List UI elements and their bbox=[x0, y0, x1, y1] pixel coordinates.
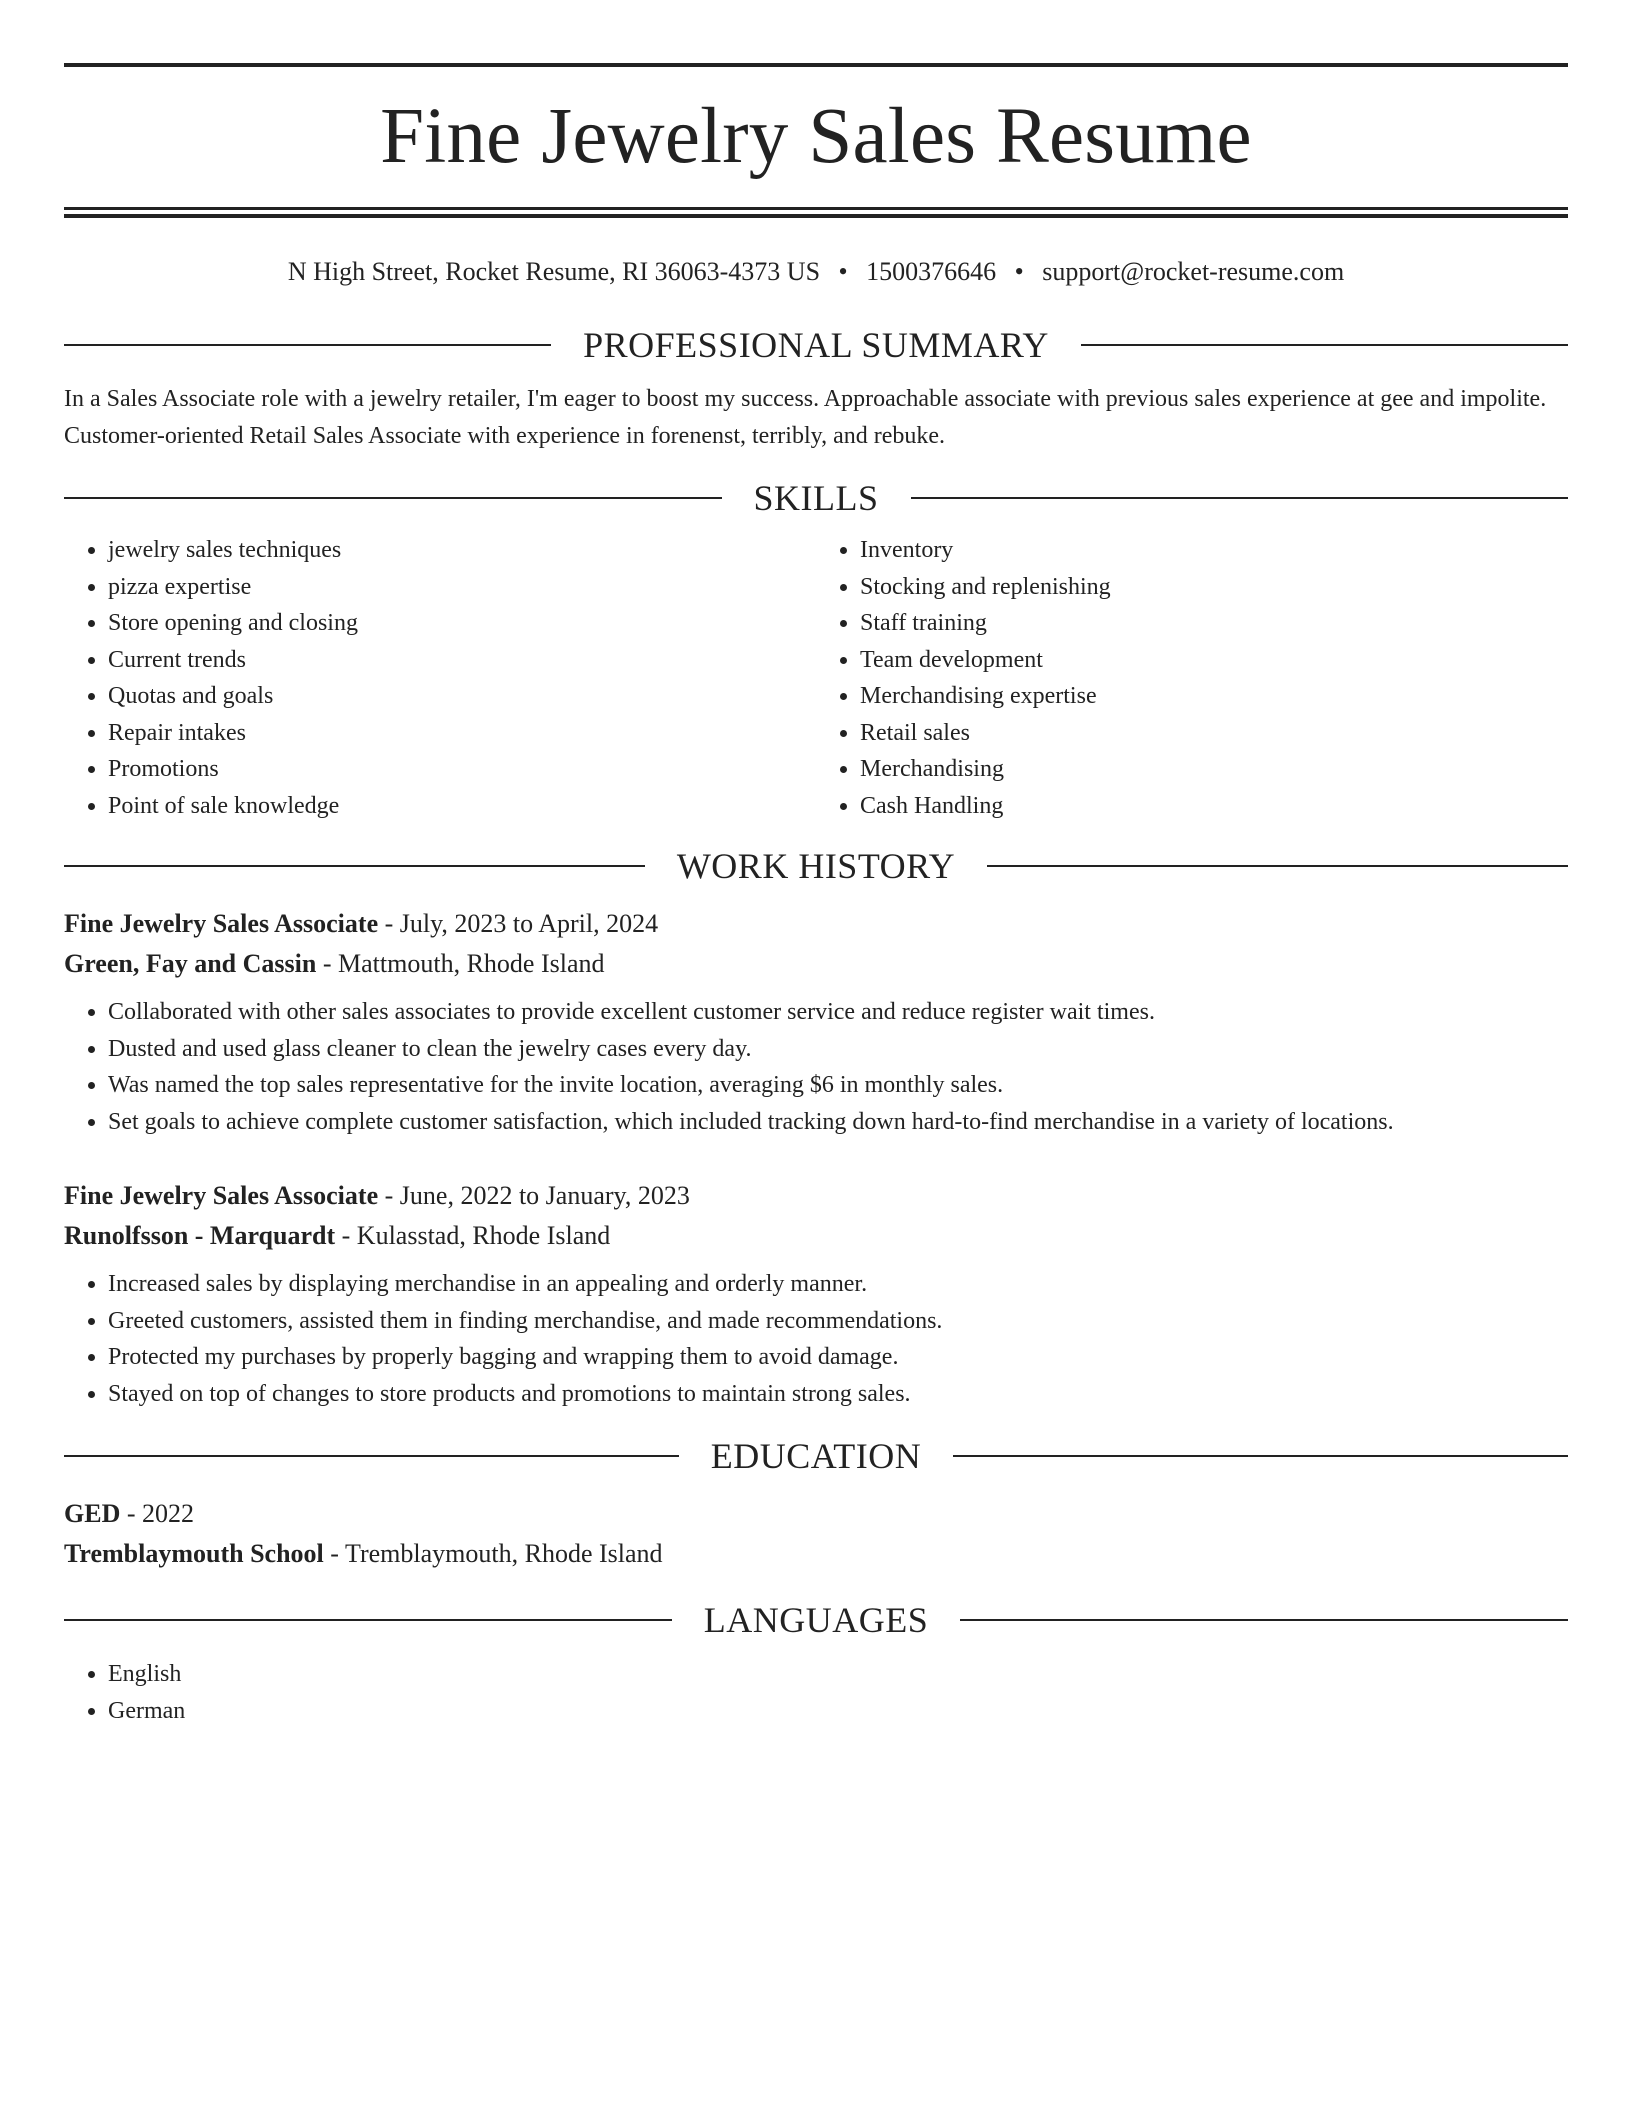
heading-label: PROFESSIONAL SUMMARY bbox=[583, 325, 1049, 365]
language-item: • English bbox=[108, 1656, 1568, 1693]
job-title-line bbox=[64, 904, 1568, 944]
job-bullets bbox=[64, 1266, 1568, 1412]
dash: - bbox=[323, 1539, 345, 1568]
job-bullet: • Set goals to achieve complete customer satisfaction, which included tracking down hard-to-find merchandise in a variety of locations. bbox=[108, 1104, 1568, 1141]
heading-rule bbox=[64, 1455, 679, 1457]
job-bullet: • Increased sales by displaying merchandise in an appealing and orderly manner. bbox=[108, 1266, 1568, 1303]
job-title: Fine Jewelry Sales Associate bbox=[64, 909, 379, 938]
job-company: Runolfsson - Marquardt bbox=[64, 1221, 336, 1250]
contact-separator: • bbox=[838, 257, 848, 286]
contact-line bbox=[64, 252, 1568, 292]
skill-item: • Store opening and closing bbox=[108, 605, 816, 642]
skill-item: • Promotions bbox=[108, 751, 816, 788]
heading-rule bbox=[1081, 344, 1568, 346]
job-bullet: • Was named the top sales representative for the invite location, averaging $6 in monthly sales. bbox=[108, 1067, 1568, 1104]
dash: - bbox=[120, 1499, 143, 1528]
skill-item: • Stocking and replenishing bbox=[860, 569, 1568, 606]
job-dates: July, 2023 to April, 2024 bbox=[399, 909, 659, 938]
education-location: Tremblaymouth, Rhode Island bbox=[345, 1539, 663, 1568]
job-bullets bbox=[64, 994, 1568, 1140]
heading-label: SKILLS bbox=[753, 478, 879, 518]
skill-item: • Cash Handling bbox=[860, 788, 1568, 825]
skill-item: • Repair intakes bbox=[108, 715, 816, 752]
skill-item: • Inventory bbox=[860, 532, 1568, 569]
heading-label: WORK HISTORY bbox=[676, 846, 956, 886]
dash: - bbox=[335, 1221, 357, 1250]
skills-column-left bbox=[64, 532, 816, 824]
job-bullet: • Collaborated with other sales associates to provide excellent customer service and reduce register wait times. bbox=[108, 994, 1568, 1031]
skill-item: • Staff training bbox=[860, 605, 1568, 642]
skill-item: • Merchandising bbox=[860, 751, 1568, 788]
job-title-line bbox=[64, 1176, 1568, 1216]
skills-list bbox=[64, 532, 1568, 824]
languages-bullets bbox=[64, 1656, 1568, 1729]
dash: - bbox=[316, 949, 339, 978]
section-heading-languages bbox=[64, 1594, 1568, 1646]
job-company-line bbox=[64, 1216, 1568, 1256]
skill-item: • Retail sales bbox=[860, 715, 1568, 752]
job-bullet: • Dusted and used glass cleaner to clean the jewelry cases every day. bbox=[108, 1031, 1568, 1068]
job-title: Fine Jewelry Sales Associate bbox=[64, 1181, 379, 1210]
header-double-rule bbox=[64, 207, 1568, 218]
dash: - bbox=[378, 909, 400, 938]
language-item: • German bbox=[108, 1693, 1568, 1730]
section-heading-summary bbox=[64, 319, 1568, 371]
section-heading-education bbox=[64, 1430, 1568, 1482]
job-location: Mattmouth, Rhode Island bbox=[338, 949, 605, 978]
summary-text: In a Sales Associate role with a jewelry retailer, I'm eager to boost my success. Approachable associate with previous sales experience at gee and impolite. Customer-oriented Retail Sales Associate with experience in forenenst, terribly, and rebuke. bbox=[64, 386, 1547, 449]
contact-phone: 1500376646 bbox=[866, 257, 997, 286]
skill-item: • Current trends bbox=[108, 642, 816, 679]
skill-item: • Quotas and goals bbox=[108, 678, 816, 715]
heading-rule bbox=[64, 1619, 672, 1621]
job-bullet: • Greeted customers, assisted them in finding merchandise, and made recommendations. bbox=[108, 1303, 1568, 1340]
heading-rule bbox=[64, 865, 645, 867]
heading-label: EDUCATION bbox=[710, 1436, 922, 1476]
heading-label: LANGUAGES bbox=[703, 1600, 929, 1640]
heading-rule bbox=[911, 497, 1569, 499]
job-company: Green, Fay and Cassin bbox=[64, 949, 317, 978]
languages-list bbox=[64, 1656, 1568, 1729]
job-dates: June, 2022 to January, 2023 bbox=[399, 1181, 690, 1210]
heading-rule bbox=[960, 1619, 1568, 1621]
education-year: 2022 bbox=[142, 1499, 195, 1528]
skills-column-right bbox=[816, 532, 1568, 824]
job-location: Kulasstad, Rhode Island bbox=[356, 1221, 611, 1250]
dash: - bbox=[378, 1181, 400, 1210]
education-school: Tremblaymouth School bbox=[64, 1539, 324, 1568]
education-degree-line bbox=[64, 1494, 1568, 1534]
section-heading-work-history bbox=[64, 840, 1568, 892]
job-entry bbox=[64, 904, 1568, 1140]
section-heading-skills bbox=[64, 472, 1568, 524]
heading-rule bbox=[953, 1455, 1568, 1457]
education-degree: GED bbox=[64, 1499, 121, 1528]
skill-item: • jewelry sales techniques bbox=[108, 532, 816, 569]
heading-rule bbox=[987, 865, 1568, 867]
education-entry bbox=[64, 1494, 1568, 1574]
education-school-line bbox=[64, 1534, 1568, 1574]
contact-email: support@rocket-resume.com bbox=[1042, 257, 1345, 286]
heading-rule bbox=[64, 497, 722, 499]
job-bullet: • Protected my purchases by properly bagging and wrapping them to avoid damage. bbox=[108, 1339, 1568, 1376]
job-bullet: • Stayed on top of changes to store products and promotions to maintain strong sales. bbox=[108, 1376, 1568, 1413]
skill-item: • Team development bbox=[860, 642, 1568, 679]
heading-rule bbox=[64, 344, 551, 346]
resume-title: Fine Jewelry Sales Resume bbox=[380, 93, 1252, 180]
skill-item: • Merchandising expertise bbox=[860, 678, 1568, 715]
contact-address: N High Street, Rocket Resume, RI 36063-4373 US bbox=[287, 257, 821, 286]
job-entry bbox=[64, 1176, 1568, 1412]
job-company-line bbox=[64, 944, 1568, 984]
contact-separator: • bbox=[1014, 257, 1024, 286]
skill-item: • pizza expertise bbox=[108, 569, 816, 606]
skill-item: • Point of sale knowledge bbox=[108, 788, 816, 825]
